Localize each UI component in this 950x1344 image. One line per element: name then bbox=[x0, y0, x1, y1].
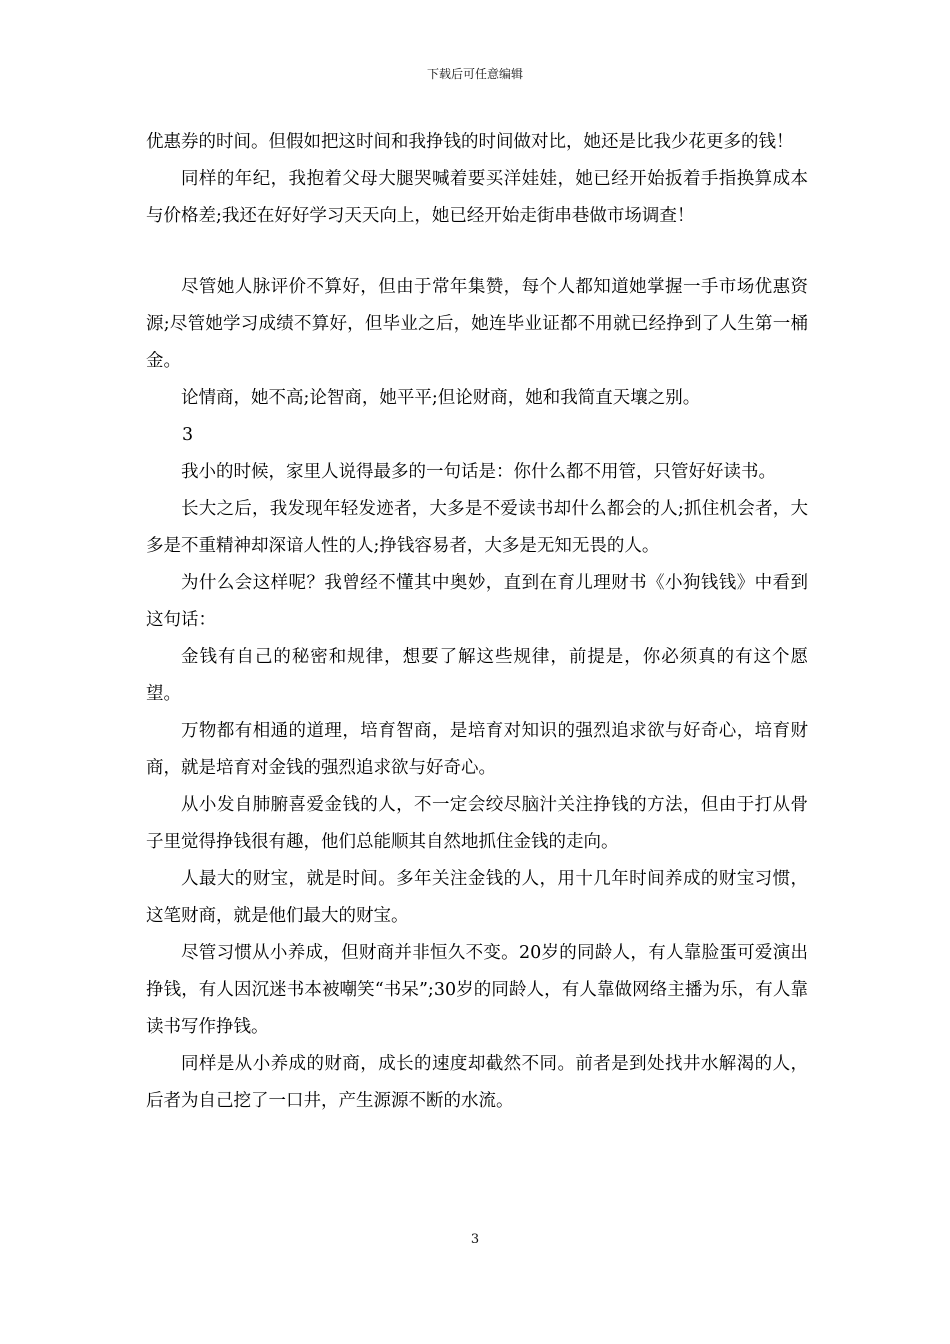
paragraph-continuation: 优惠券的时间。但假如把这时间和我挣钱的时间做对比，她还是比我少花更多的钱！ bbox=[146, 132, 794, 152]
paragraph: 尽管她人脉评价不算好，但由于常年集赞，每个人都知道她掌握一手市场优惠资源;尽管她学习成绩不算好，但毕业之后，她连毕业证都不用就已经挣到了人生第一桶金。 bbox=[146, 277, 808, 371]
page-number: 3 bbox=[470, 1232, 480, 1247]
paragraph: 论情商，她不高;论智商，她平平;但论财商，她和我简直天壤之别。 bbox=[181, 388, 701, 408]
paragraph: 万物都有相通的道理，培育智商，是培育对知识的强烈追求欲与好奇心，培育财商，就是培育对金钱的强烈追求欲与好奇心。 bbox=[146, 721, 808, 778]
paragraph: 人最大的财宝，就是时间。多年关注金钱的人，用十几年时间养成的财宝习惯，这笔财商，就是他们最大的财宝。 bbox=[146, 869, 808, 926]
page-header: 下载后可任意编辑 bbox=[426, 67, 523, 81]
paragraph-quote: 金钱有自己的秘密和规律，想要了解这些规律，前提是，你必须真的有这个愿望。 bbox=[146, 647, 808, 704]
paragraph: 我小的时候，家里人说得最多的一句话是：你什么都不用管，只管好好读书。 bbox=[181, 462, 776, 482]
document-body bbox=[146, 124, 808, 1120]
paragraph: 同样的年纪，我抱着父母大腿哭喊着要买洋娃娃，她已经开始扳着手指换算成本与价格差;我还在好好学习天天向上，她已经开始走街串巷做市场调查！ bbox=[146, 169, 808, 226]
paragraph: 从小发自肺腑喜爱金钱的人，不一定会绞尽脑汁关注挣钱的方法，但由于打从骨子里觉得挣钱很有趣，他们总能顺其自然地抓住金钱的走向。 bbox=[146, 795, 808, 852]
paragraph: 长大之后，我发现年轻发迹者，大多是不爱读书却什么都会的人;抓住机会者，大多是不重精神却深谙人性的人;挣钱容易者，大多是无知无畏的人。 bbox=[146, 499, 808, 556]
paragraph: 为什么会这样呢？我曾经不懂其中奥妙，直到在育儿理财书《小狗钱钱》中看到这句话： bbox=[146, 573, 808, 630]
paragraph: 同样是从小养成的财商，成长的速度却截然不同。前者是到处找井水解渴的人，后者为自己挖了一口井，产生源源不断的水流。 bbox=[146, 1054, 808, 1111]
paragraph: 尽管习惯从小养成，但财商并非恒久不变。20岁的同龄人，有人靠脸蛋可爱演出挣钱，有人因沉迷书本被嘲笑“书呆”;30岁的同龄人，有人靠做网络主播为乐，有人靠读书写作挣钱。 bbox=[146, 943, 808, 1037]
section-number: 3 bbox=[182, 425, 194, 445]
